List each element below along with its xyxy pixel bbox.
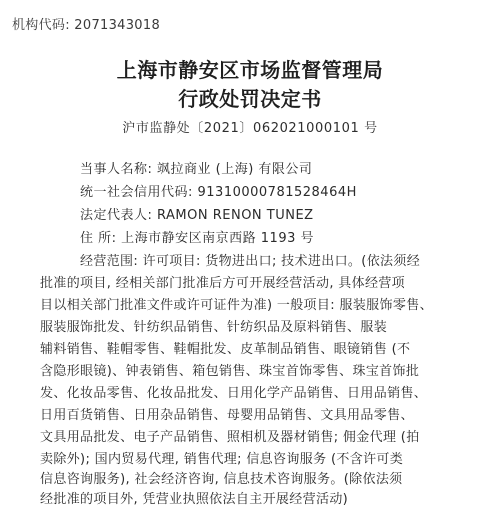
- business-scope-line: 含隐形眼镜)、钟表销售、箱包销售、珠宝首饰零售、珠宝首饰批: [40, 364, 420, 379]
- business-scope-line: 经批准的项目外, 凭营业执照依法自主开展经营活动): [40, 492, 349, 507]
- business-scope-line: 发、化妆品零售、化妆品批发、日用化学产品销售、日用品销售、: [40, 386, 428, 401]
- document-number: 沪市监静处〔2021〕062021000101 号: [122, 121, 378, 136]
- business-scope-line: 服装服饰批发、针纺织品销售、针纺织品及原料销售、服装: [40, 320, 388, 335]
- business-scope-line: 辅料销售、鞋帽零售、鞋帽批发、皮革制品销售、眼镜销售 (不: [40, 342, 411, 357]
- business-scope-line: 经营范围: 许可项目: 货物进出口; 技术进出口。(依法须经: [80, 254, 421, 269]
- business-scope-line: 日用百货销售、日用杂品销售、母婴用品销售、文具用品零售、: [40, 408, 414, 423]
- business-scope-line: 目以相关部门批准文件或许可证件为准) 一般项目: 服装服饰零售、: [40, 298, 433, 313]
- business-scope-line: 卖除外); 国内贸易代理, 销售代理; 信息咨询服务 (不含许可类: [40, 452, 404, 467]
- legal-representative: 法定代表人: RAMON RENON TUNEZ: [80, 208, 314, 223]
- credit-code: 统一社会信用代码: 91310000781528464H: [80, 185, 357, 200]
- org-code: 机构代码: 2071343018: [12, 18, 161, 33]
- party-name: 当事人名称: 飒拉商业 (上海) 有限公司: [80, 162, 313, 177]
- business-scope-line: 批准的项目, 经相关部门批准后方可开展经营活动, 具体经营项: [40, 276, 406, 291]
- document-type-title: 行政处罚决定书: [178, 87, 322, 111]
- business-scope-line: 文具用品批发、电子产品销售、照相机及器材销售; 佣金代理 (拍: [40, 430, 420, 445]
- issuing-authority-title: 上海市静安区市场监督管理局: [116, 58, 384, 82]
- address: 住 所: 上海市静安区南京西路 1193 号: [80, 231, 314, 246]
- business-scope-line: 信息咨询服务), 社会经济咨询, 信息技术咨询服务。(除依法须: [40, 472, 403, 487]
